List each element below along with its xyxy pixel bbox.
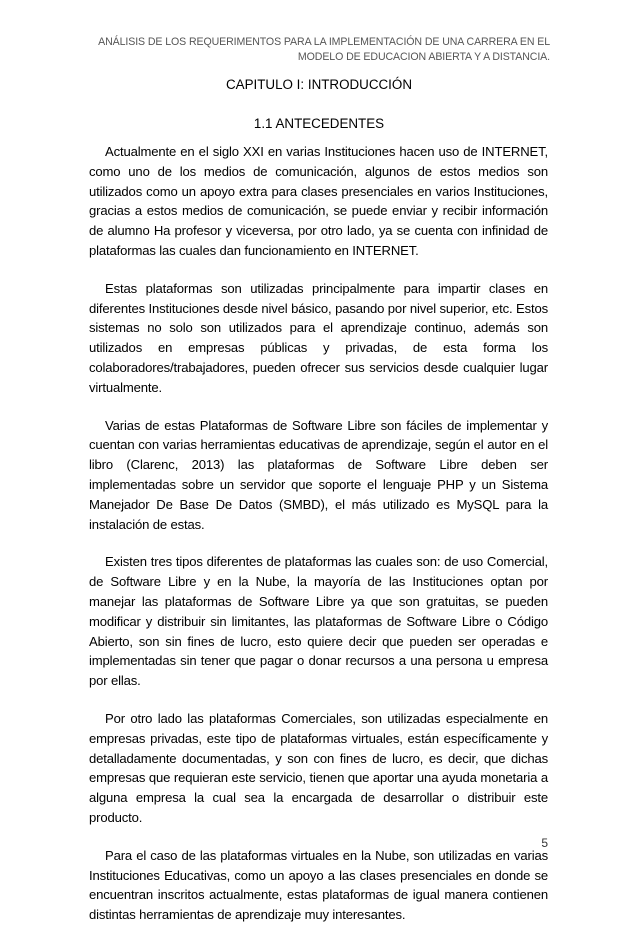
paragraph-2: Estas plataformas son utilizadas principalmente para impartir clases en diferentes Instituciones desde nivel básico, pasando por nivel superior, etc. Estos sistemas no solo son utilizados para el aprendizaje continuo, además son utilizados en empresas públicas y privadas, de esta forma los colaboradores/trabajadores, pueden ofrecer sus servicios desde cualquier lugar virtualmente. <box>89 280 548 395</box>
paragraph-4: Existen tres tipos diferentes de plataformas las cuales son: de uso Comercial, de Software Libre y en la Nube, la mayoría de las Instituciones optan por manejar las plataformas de Software Libre ya que son gratuitas, se pueden modificar y distribuir sin limitantes, las plataformas de Software Libre o Código Abierto, son sin fines de lucro, esto quiere decir que pueden ser operadas e implementadas sin tener que pagar o donar recursos a una persona u empresa por ellas. <box>89 554 548 689</box>
chapter-title: CAPITULO I: INTRODUCCIÓN <box>226 77 412 92</box>
running-header-line-2: MODELO DE EDUCACION ABIERTA Y A DISTANCIA. <box>297 51 550 63</box>
paragraph-5: Por otro lado las plataformas Comerciales, son utilizadas especialmente en empresas privadas, este tipo de plataformas virtuales, están específicamente y detalladamente documentadas, y son con fines de lucro, es decir, que dichas empresas que requieran este servicio, tienen que aportar una ayuda monetaria a alguna empresa la cual sea la encargada de desarrollar o distribuir este producto. <box>89 710 548 825</box>
paragraph-1: Actualmente en el siglo XXI en varias Instituciones hacen uso de INTERNET, como uno de los medios de comunicación, algunos de estos medios son utilizados como un apoyo extra para clases presenciales en varios Instituciones, gracias a estos medios de comunicación, se puede enviar y recibir información de alumno Ha profesor y viceversa, por otro lado, ya se cuenta con infinidad de plataformas las cuales dan funcionamiento en INTERNET. <box>89 144 548 258</box>
body-text <box>89 142 548 943</box>
section-title: 1.1 ANTECEDENTES <box>253 116 385 131</box>
paragraph-3: Varias de estas Plataformas de Software Libre son fáciles de implementar y cuentan con varias herramientas educativas de aprendizaje, según el autor en el libro (Clarenc, 2013) las plataformas de Software Libre deben ser implementadas sobre un servidor que soporte el lenguaje PHP y un Sistema Manejador De Base De Datos (SMBD), el más utilizado es MySQL para la instalación de estas. <box>89 417 548 532</box>
paragraph-6: Para el caso de las plataformas virtuales en la Nube, son utilizadas en varias Instituciones Educativas, como un apoyo a las clases presenciales en donde se encuentran inscritos actualmente, estas plataformas de igual manera contienen distintas herramientas de aprendizaje muy interesantes. <box>89 847 548 923</box>
running-header-line-1: ANÁLISIS DE LOS REQUERIMENTOS PARA LA IMPLEMENTACIÓN DE UNA CARRERA EN EL <box>98 36 550 48</box>
running-header <box>90 35 550 65</box>
page-number: 5 <box>541 836 548 850</box>
